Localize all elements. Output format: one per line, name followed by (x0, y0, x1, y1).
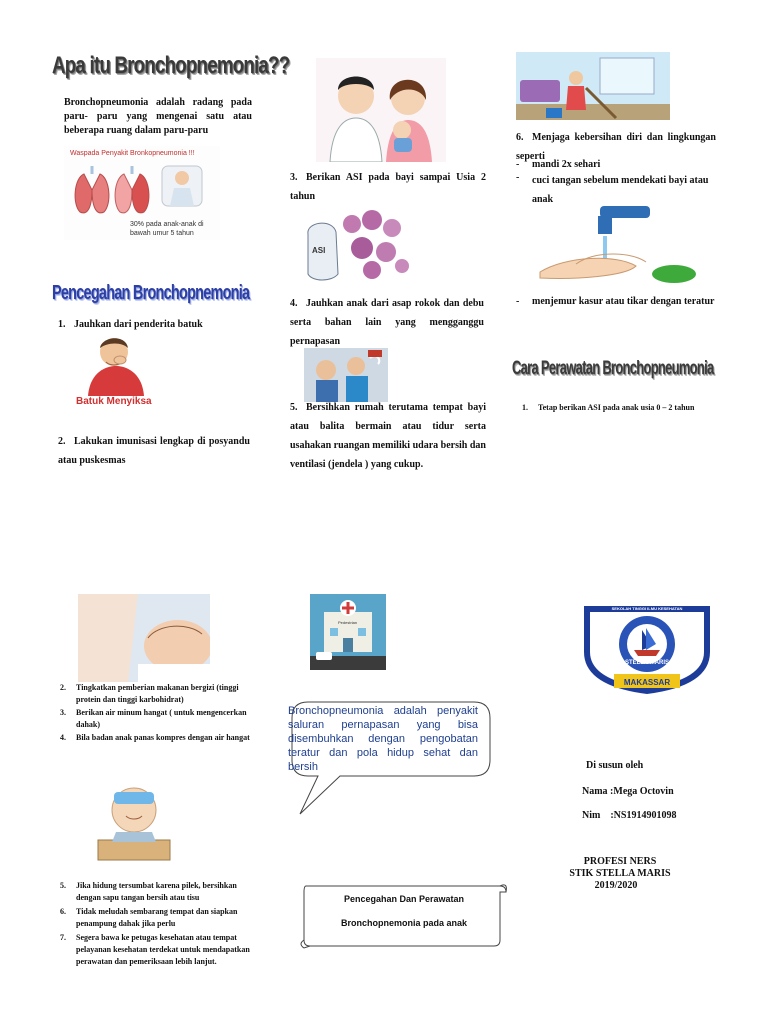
smoking-near-child-photo (304, 348, 388, 402)
prevention-item-2: 2. Lakukan imunisasi lengkap di posyandu atau puskesmas (58, 436, 250, 466)
hygiene-sub-2: - cuci tangan sebelum mendekati bayi atau anak (516, 171, 716, 209)
care-item-7-text: Segera bawa ke petugas kesehatan atau tempat pelayanan kesehatan terdekat untuk mendapatkan perawatan dan pemeriksaan lebih lanjut. (76, 933, 250, 966)
thermometer-child-icon (90, 770, 178, 866)
scroll-banner-shape (296, 878, 510, 950)
prevention-item-3-text: Berikan ASI pada bayi sampai Usia 2 tahun (290, 172, 486, 202)
author-name: Nama :Mega Octovin (582, 786, 674, 797)
stik-stella-maris: STIK STELLA MARIS (569, 868, 671, 879)
title-apa-itu: Apa itu Bronchopnemonia?? (52, 52, 290, 79)
smoke-icon (304, 348, 388, 402)
scroll-line-1: Pencegahan Dan Perawatan (343, 894, 465, 904)
title-cara-perawatan: Cara Perawatan Bronchopneumonia (512, 358, 714, 379)
care-item-6: 6. Tidak meludah sembarang tempat dan siapkan penampung dahak jika perlu (60, 906, 254, 930)
callout-text: Bronchopneumonia adalah penyakit saluran pernapasan yang bisa disembuhkan dengan pengobatan teratur dan pola hidup sehat dan bersih (288, 705, 478, 773)
cough-caption: Batuk Menyiksa (76, 396, 152, 407)
lung-warning-caption: Waspada Penyakit Bronkopneumonia !!! (70, 150, 195, 157)
prevention-item-3: 3. Berikan ASI pada bayi sampai Usia 2 tahun (290, 172, 486, 202)
lungs-icon (70, 160, 216, 220)
prevention-item-4-text: Jauhkan anak dari asap rokok dan debu serta bahan lain yang mengganggu pernapasan (290, 298, 484, 347)
care-list-a (60, 682, 254, 744)
lung-illustration (64, 146, 220, 240)
care-list-b (60, 880, 254, 968)
academic-year: 2019/2020 (594, 880, 638, 891)
care-item-1-text: Tetap berikan ASI pada anak usia 0 – 2 tahun (538, 403, 695, 412)
care-item-5-text: Jika hidung tersumbat karena pilek, bersihkan dengan sapu tangan bersih atau tisu (76, 881, 237, 902)
lung-stat-note: 30% pada anak-anak di bawah umur 5 tahun (130, 221, 204, 237)
hygiene-sub-1: - mandi 2x sehari (516, 159, 601, 170)
hygiene-sub-2-text: cuci tangan sebelum mendekati bayi atau anak (532, 175, 709, 205)
cleaning-house-illustration (516, 52, 670, 120)
logo-city: MAKASSAR (623, 678, 671, 687)
scroll-line-2: Bronchopnemonia pada anak (340, 918, 468, 928)
profesi-ners: PROFESI NERS (583, 856, 657, 867)
prevention-item-5-text: Bersihkan rumah terutama tempat bayi atau balita bermain atau tidur serta usahakan ruangan memiliki udara bersih dan ventilasi (jendela ) yang cukup. (290, 402, 486, 470)
breastfeeding-icon (78, 594, 210, 682)
hospital-illustration (310, 594, 386, 670)
prevention-item-4: 4. Jauhkan anak dari asap rokok dan debu serta bahan lain yang mengganggu pernapasan (290, 298, 484, 347)
prevention-item-1-text: Jauhkan dari penderita batuk (74, 319, 203, 330)
doctor-icon (316, 58, 446, 162)
hygiene-sub-3-text: menjemur kasur atau tikar dengan teratur (532, 296, 715, 307)
care-item-2: 2. Tingkatkan pemberian makanan bergizi (tinggi protein dan tinggi karbohidrat) (60, 682, 254, 706)
intro-paragraph: Bronchopneumonia adalah radang pada paru- paru yang mengenai satu atau beberapa ruang dalam paru-paru (64, 97, 252, 136)
disusun-label: Di susun oleh (586, 760, 644, 771)
care-item-7: 7. Segera bawa ke petugas kesehatan atau tempat pelayanan kesehatan terdekat untuk mendapatkan perawatan dan pemeriksaan lebih lanjut. (60, 932, 254, 968)
faucet-hands-icon (536, 206, 700, 290)
prevention-item-2-text: Lakukan imunisasi lengkap di posyandu atau puskesmas (58, 436, 250, 466)
prevention-item-1: 1. Jauhkan dari penderita batuk (58, 319, 203, 330)
milk-bottle-germs-icon (302, 204, 412, 284)
coughing-child-illustration (76, 332, 156, 412)
care-item-1: 1. Tetap berikan ASI pada anak usia 0 – 2 tahun (522, 403, 695, 412)
hospital-sign: Pedestrian (338, 620, 358, 625)
breastfeeding-photo (78, 594, 210, 682)
hand-washing-illustration (536, 206, 700, 290)
asi-label: ASI (312, 246, 326, 255)
logo-ring-text: SEKOLAH TINGGI ILMU KESEHATAN (611, 606, 683, 611)
logo-name: STELLA MARIS (624, 660, 670, 666)
doctor-mother-baby-illustration (316, 58, 446, 162)
asi-vs-germs-illustration (302, 204, 412, 284)
prevention-item-6: 6. Menjaga kebersihan diri dan lingkungan seperti (516, 132, 716, 162)
hygiene-sub-1-text: mandi 2x sehari (532, 159, 601, 170)
care-item-3: 3. Berikan air minum hangat ( untuk mengencerkan dahak) (60, 707, 254, 731)
author-nim: Nim :NS1914901098 (582, 810, 677, 821)
care-item-2-text: Tingkatkan pemberian makanan bergizi (tinggi protein dan tinggi karbohidrat) (76, 683, 239, 704)
care-item-4: 4. Bila badan anak panas kompres dengan air hangat (60, 733, 250, 742)
hygiene-sub-3: - menjemur kasur atau tikar dengan teratur (516, 292, 716, 311)
coughing-child-icon (76, 332, 156, 396)
hygiene-sublist (516, 158, 716, 209)
care-item-4-text: Bila badan anak panas kompres dengan air hangat (76, 733, 250, 742)
cleaning-icon (516, 52, 670, 120)
sick-child-compress-illustration (90, 770, 178, 866)
care-item-6-text: Tidak meludah sembarang tempat dan siapkan penampung dahak jika perlu (76, 907, 238, 928)
prevention-item-5: 5. Bersihkan rumah terutama tempat bayi atau balita bermain atau tidur serta usahakan ruangan memiliki udara bersih dan ventilasi (jendela ) yang cukup. (290, 402, 486, 470)
care-item-5: 5. Jika hidung tersumbat karena pilek, bersihkan dengan sapu tangan bersih atau tisu (60, 880, 254, 904)
title-pencegahan: Pencegahan Bronchopnemonia (52, 282, 250, 304)
prevention-item-6-text: Menjaga kebersihan diri dan lingkungan seperti (516, 132, 716, 162)
hospital-icon (310, 594, 386, 670)
care-item-3-text: Berikan air minum hangat ( untuk mengencerkan dahak) (76, 708, 247, 729)
